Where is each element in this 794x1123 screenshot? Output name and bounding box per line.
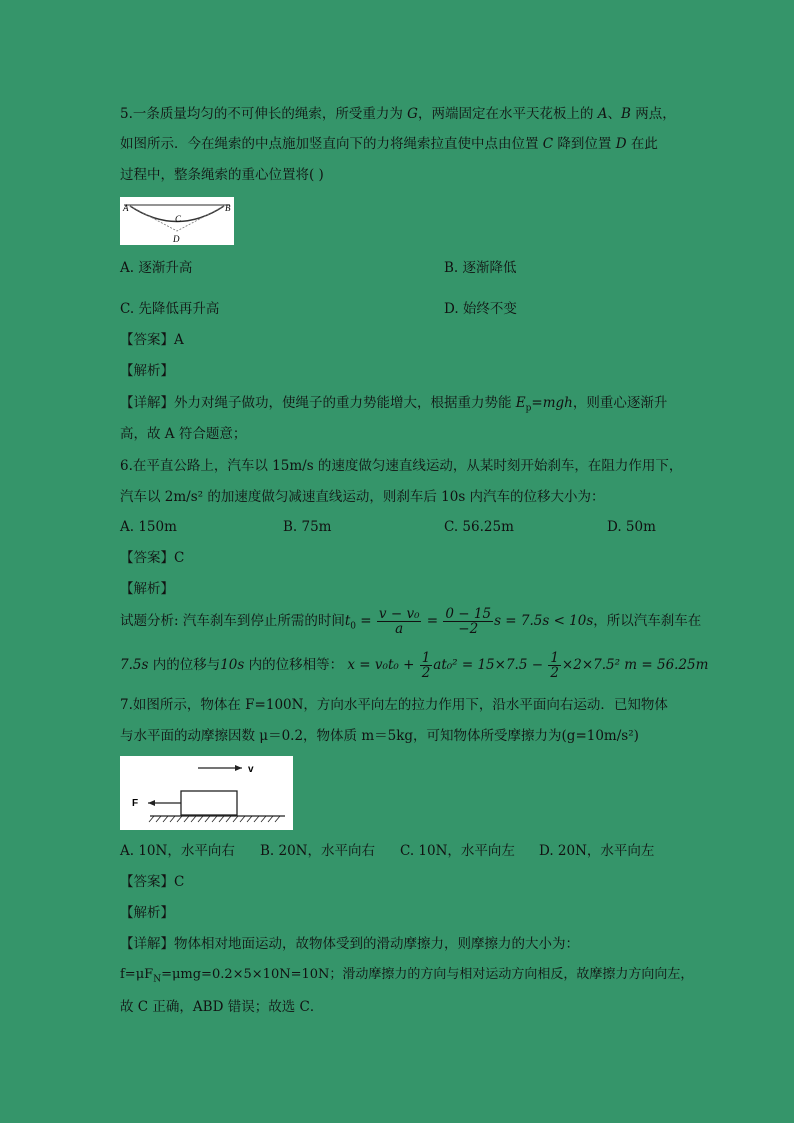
svg-text:F: F bbox=[132, 798, 139, 809]
fraction: $\frac{0 - 15}{-2}$ bbox=[445, 606, 492, 637]
q5-option-c: C. 先降低再升高 bbox=[120, 301, 220, 317]
q6-answer: 【答案】C bbox=[120, 550, 185, 566]
q5-line-2: 如图所示．今在绳索的中点施加竖直向下的力将绳索拉直使中点由位置 C 降到位置 D 在此 bbox=[120, 136, 658, 152]
q7-block-figure bbox=[120, 756, 293, 830]
q7-answer: 【答案】C bbox=[120, 874, 185, 890]
q5-line-3: 过程中，整条绳索的重心位置将( ) bbox=[120, 167, 324, 183]
fraction: $\frac{1}{2}$ bbox=[550, 650, 559, 681]
force-diagram bbox=[120, 756, 293, 830]
q5-option-b: B. 逐渐降低 bbox=[444, 260, 517, 276]
q5-rope-figure bbox=[120, 197, 234, 245]
q7-option-c: C. 10N，水平向左 bbox=[400, 843, 515, 859]
q7-detail-2: $f=\mu F_N=\mu mg=0.2\times 5\times 10N=10N$；滑动摩擦力的方向与相对运动方向相反，故摩擦力方向向左， bbox=[120, 967, 694, 985]
q6-line-1: 6.在平直公路上，汽车以 15m/s 的速度做匀速直线运动，从某时刻开始刹车，在阻力作用下， bbox=[120, 458, 683, 474]
q6-analysis-heading: 【解析】 bbox=[120, 581, 174, 597]
q6-solution-2: 7.5s 内的位移与10s 内的位移相等： x = v₀t₀ + $\frac{1}{2}$ at₀² = 15×7.5 − $\frac{1}{2}$ ×2×7.5² m = 56.25m bbox=[120, 650, 709, 681]
rope-diagram bbox=[120, 197, 234, 245]
q6-solution-1: 试题分析: 汽车刹车到停止所需的时间$t_0$ = $\frac{\text{v − v₀}}{a}$ = $\frac{0 - 15}{-2}$ s = 7.5s < 10s，所以汽车刹车在 bbox=[120, 606, 702, 637]
q7-detail-1: 【详解】物体相对地面运动，故物体受到的滑动摩擦力，则摩擦力的大小为： bbox=[120, 936, 579, 952]
q6-line-2: 汽车以 2m/s² 的加速度做匀减速直线运动，则刹车后 10s 内汽车的位移大小为： bbox=[120, 489, 605, 505]
fraction: $\frac{1}{2}$ bbox=[421, 650, 431, 681]
svg-text:D: D bbox=[173, 234, 180, 244]
svg-text:B: B bbox=[225, 203, 231, 213]
q7-option-a: A. 10N，水平向右 bbox=[120, 843, 235, 859]
q5-detail-1: 【详解】外力对绳子做功，使绳子的重力势能增大，根据重力势能 $E_p=mgh$，则重心逐渐升 bbox=[120, 395, 668, 414]
q7-option-b: B. 20N，水平向右 bbox=[260, 843, 375, 859]
svg-text:v: v bbox=[248, 764, 254, 775]
q6-option-d: D. 50m bbox=[607, 519, 656, 535]
q7-analysis-heading: 【解析】 bbox=[120, 905, 174, 921]
svg-text:A: A bbox=[123, 203, 129, 213]
q5-answer: 【答案】A bbox=[120, 332, 184, 348]
q6-option-b: B. 75m bbox=[283, 519, 332, 535]
q7-option-d: D. 20N，水平向左 bbox=[539, 843, 655, 859]
q7-line-2: 与水平面的动摩擦因数 μ＝0.2，物体质 m＝5kg，可知物体所受摩擦力为(g=10m/s²) bbox=[120, 728, 639, 744]
q5-detail-2: 高，故 A 符合题意； bbox=[120, 426, 247, 442]
q6-option-c: C. 56.25m bbox=[444, 519, 514, 535]
q7-line-1: 7.如图所示，物体在 F=100N，方向水平向左的拉力作用下，沿水平面向右运动．已知物体 bbox=[120, 697, 668, 713]
q5-line-1: 5.一条质量均匀的不可伸长的绳索，所受重力为 G，两端固定在水平天花板上的 A、B 两点， bbox=[120, 106, 676, 122]
q5-analysis-heading: 【解析】 bbox=[120, 363, 174, 379]
q5-option-d: D. 始终不变 bbox=[444, 301, 517, 317]
fraction: $\frac{\text{v − v₀}}{a}$ bbox=[378, 606, 420, 637]
q6-option-a: A. 150m bbox=[120, 519, 177, 535]
svg-text:C: C bbox=[175, 214, 182, 224]
q7-detail-3: 故 C 正确，ABD 错误；故选 C． bbox=[120, 999, 324, 1015]
q5-option-a: A. 逐渐升高 bbox=[120, 260, 193, 276]
